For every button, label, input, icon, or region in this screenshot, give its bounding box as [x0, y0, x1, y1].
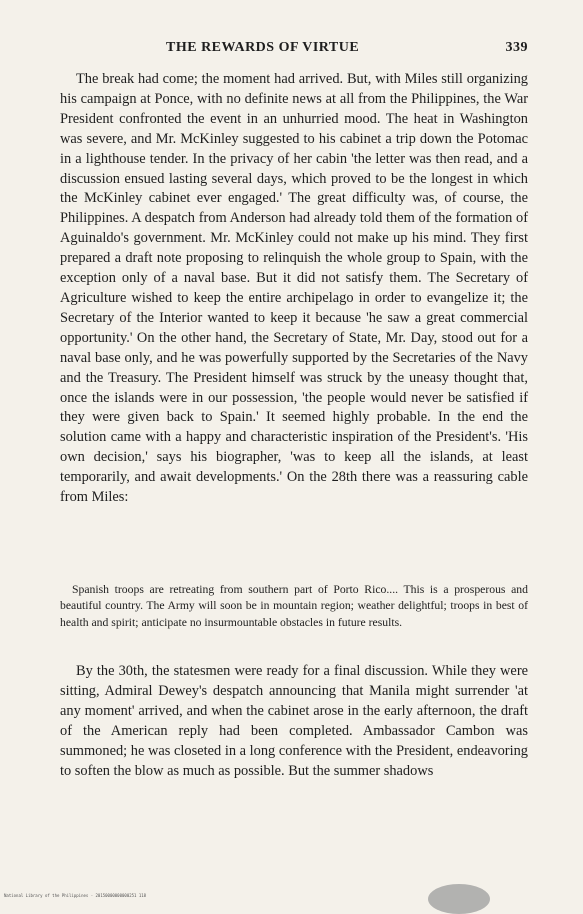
block-quote: Spanish troops are retreating from southern part of Porto Rico.... This is a prosperous and beautiful country. The Army will soon be in mountain region; weather delightful; troops in best of health and spirit; anticipate no insurmountable obstacles in future results. [60, 583, 528, 629]
paragraph-1: The break had come; the moment had arrived. But, with Miles still organizing his campaign at Ponce, with no definite news at all from the Philippines, the War President confronted the event in an unhurried mood. The heat in Washington was severe, and Mr. McKinley suggested to his cabinet a trip down the Potomac in a lighthouse tender. In the privacy of her cabin 'the letter was then read, and a discussion ensued lasting several days, which proved to be the longest in which the McKinley cabinet ever engaged.' The great difficulty was, of course, the Philippines. A despatch from Anderson had already told them of the formation of Aguinaldo's government. Mr. McKinley could not make up his mind. They first prepared a draft note proposing to relinquish the whole group to Spain, with the exception only of a naval base. But it did not satisfy them. The Secretary of Agriculture wished to keep the entire archipelago in order to evangelize it; the Secretary of the Interior wanted to keep it because 'he saw a great commercial opportunity.' On the other hand, the Secretary of State, Mr. Day, stood out for a naval base only, and he was powerfully supported by the Secretaries of the Navy and the Treasury. The President himself was struck by the uneasy thought that, once the islands were in our possession, 'the people would never be satisfied if they were given back to Spain.' It seemed highly probable. In the end the solution came with a happy and characteristic inspiration of the President's. 'His own decision,' says his biographer, 'was to keep all the islands, at least temporarily, and await developments.' On the 28th there was a reassuring cable from Miles: [60, 71, 528, 506]
scan-footer-stamp: National Library of the Philippines · 20150000000000251 118 [4, 893, 147, 898]
running-header [60, 40, 528, 60]
page-number: 339 [505, 40, 528, 55]
paragraph-2: By the 30th, the statesmen were ready for a final discussion. While they were sitting, Admiral Dewey's despatch announcing that Manila might surrender 'at any moment' arrived, and when the cabinet arose in the early afternoon, the draft of the American reply had been completed. Ambassador Cambon was summoned; he was closeted in a long conference with the President, endeavoring to soften the blow as much as possible. But the summer shadows [60, 663, 528, 779]
chapter-title: THE REWARDS OF VIRTUE [166, 40, 360, 55]
scan-smudge [428, 884, 490, 914]
